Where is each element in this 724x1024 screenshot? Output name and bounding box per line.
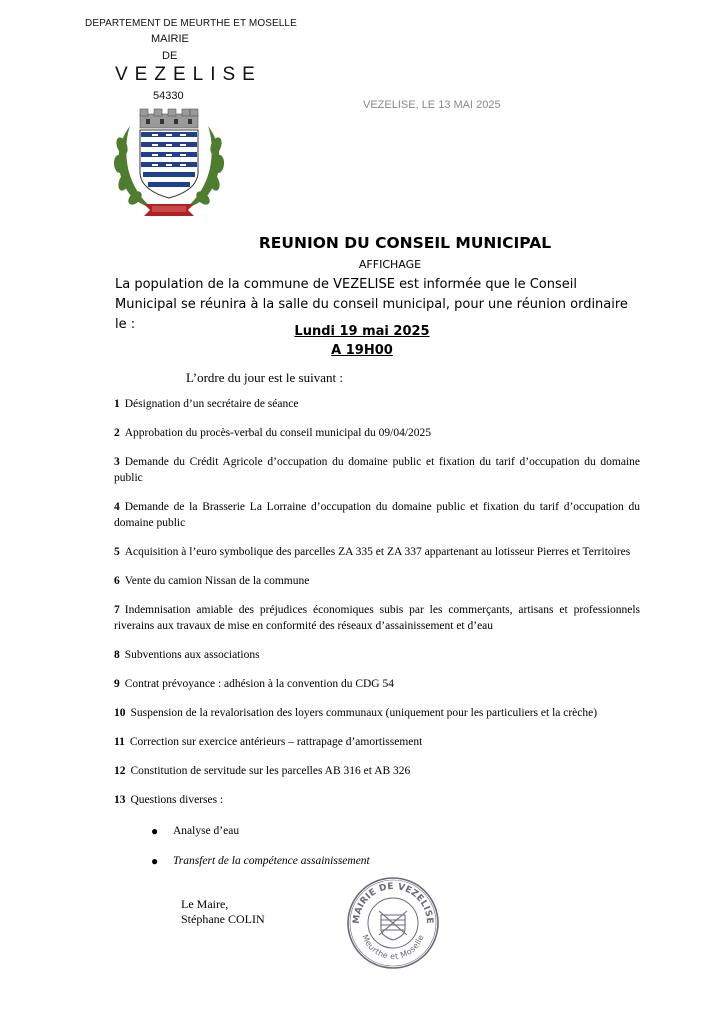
agenda-list [114,396,640,808]
agenda-item-text: Subventions aux associations [124,649,260,661]
agenda-item-number: 11 [114,736,125,748]
intro-paragraph: La population de la commune de VEZELISE est informée que le Conseil Municipal se réunira à la salle du conseil municipal, pour une réunion ordinaire le : [115,277,628,332]
department-name: DEPARTEMENT DE MEURTHE ET MOSELLE [85,18,297,29]
mairie-label: MAIRIE [151,33,189,45]
agenda-item-text: Demande du Crédit Agricole d’occupation du domaine public et fixation du tarif d’occupation du domaine public [114,456,640,484]
agenda-item [114,647,640,663]
meeting-time: A 19H00 [331,343,393,358]
agenda-item [114,454,640,486]
agenda-item-text: Acquisition à l’euro symbolique des parcelles ZA 335 et ZA 337 appartenant au lotisseur Pierres et Territoires [124,546,631,558]
official-stamp-icon [345,875,441,971]
agenda-item-number: 2 [114,427,120,439]
page-title: REUNION DU CONSEIL MUNICIPAL [258,234,552,252]
signature-role: Le Maire, [181,897,229,911]
affichage-label: AFFICHAGE [358,258,422,271]
agenda-item-number: 3 [114,456,120,468]
date-line: VEZELISE, LE 13 MAI 2025 [363,99,501,111]
agenda-item-text: Indemnisation amiable des préjudices économiques subis par les commerçants, artisans et professionnels riverains aux travaux de mise en conformité des réseaux d’assainissement et d’eau [114,604,640,632]
agenda-item-number: 6 [114,575,120,587]
bullet-dot-icon: ● [151,854,159,868]
agenda-item-number: 1 [114,398,120,410]
agenda-item-number: 7 [114,604,120,616]
town-name: VEZELISE [115,64,262,85]
agenda-item-text: Correction sur exercice antérieurs – rattrapage d’amortissement [129,736,423,748]
agenda-item-text: Contrat prévoyance : adhésion à la convention du CDG 54 [124,678,394,690]
agenda-item [114,396,640,412]
meeting-date: Lundi 19 mai 2025 [294,324,430,339]
sub-item [151,854,370,868]
agenda-item [114,763,640,779]
agenda-item [114,602,640,634]
agenda-item [114,425,640,441]
postal-code: 54330 [153,90,184,102]
signature-name: Stéphane COLIN [181,912,265,926]
agenda-item-number: 13 [114,794,126,806]
agenda-item-text: Demande de la Brasserie La Lorraine d’occupation du domaine public et fixation du tarif d’occupation du domaine public [114,501,640,529]
agenda-item-text: Désignation d’un secrétaire de séance [124,398,299,410]
agenda-item-text: Constitution de servitude sur les parcelles AB 316 et AB 326 [130,765,411,777]
agenda-item-text: Approbation du procès-verbal du conseil municipal du 09/04/2025 [124,427,432,439]
agenda-item [114,676,640,692]
agenda-item [114,734,640,750]
agenda-item-number: 8 [114,649,120,661]
svg-text:MAIRIE DE VEZELISE: MAIRIE DE VEZELISE [351,881,435,925]
agenda-item-number: 10 [114,707,126,719]
agenda-item [114,705,640,721]
coat-of-arms-icon [108,106,230,218]
sub-item [151,824,240,838]
agenda-item-number: 4 [114,501,120,513]
agenda-item [114,544,640,560]
agenda-item [114,499,640,531]
sub-item-text: Transfert de la compétence assainissement [173,855,370,867]
de-label: DE [162,50,178,62]
agenda-item [114,792,640,808]
bullet-dot-icon: ● [151,824,159,838]
agenda-item-number: 12 [114,765,126,777]
agenda-item-text: Vente du camion Nissan de la commune [124,575,310,587]
agenda-intro: L’ordre du jour est le suivant : [186,370,343,385]
agenda-item [114,573,640,589]
agenda-item-number: 9 [114,678,120,690]
agenda-item-text: Suspension de la revalorisation des loyers communaux (uniquement pour les particuliers et la crèche) [130,707,598,719]
agenda-item-number: 5 [114,546,120,558]
sub-item-text: Analyse d’eau [173,825,240,837]
svg-text:Meurthe et Moselle: Meurthe et Moselle [360,933,426,962]
agenda-item-text: Questions diverses : [130,794,224,806]
